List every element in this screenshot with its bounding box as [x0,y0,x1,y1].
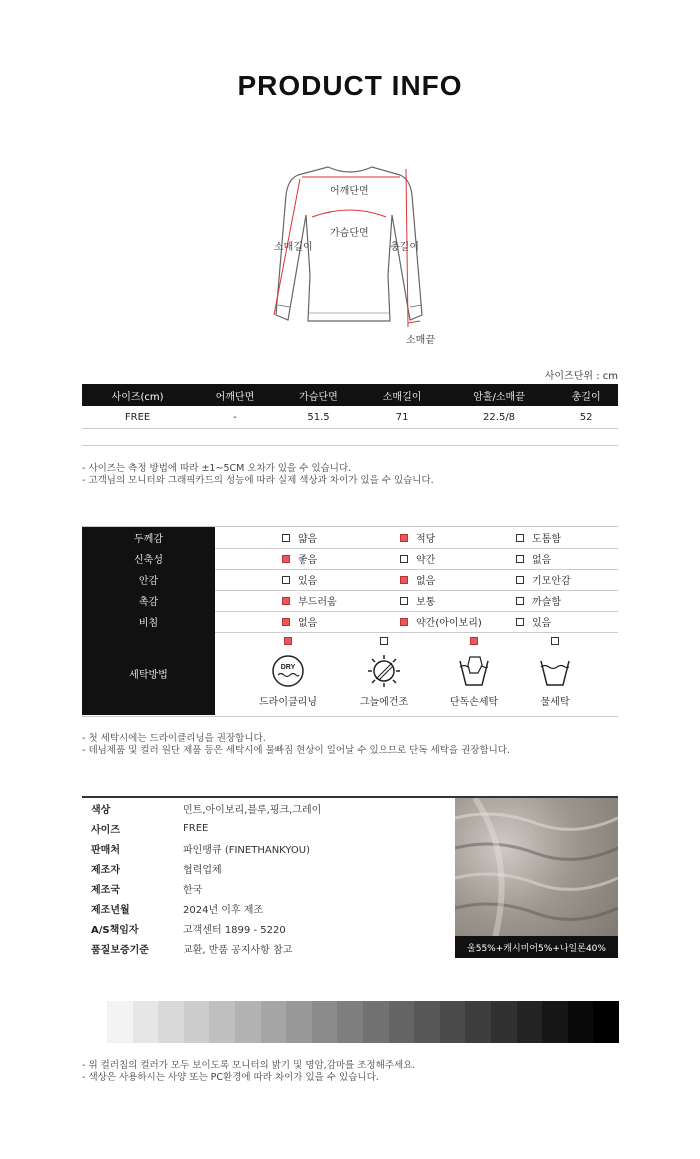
size-cell: - [193,406,277,429]
wash-notes [82,733,510,757]
option-label: 얇음 [298,534,318,545]
wash-option-dry-clean [248,637,328,708]
option [400,611,482,632]
note-line: - 데님제품 및 컬러 원단 제품 등은 세탁시에 물빠짐 현상이 일어날 수 있으므로 단독 세탁을 권장합니다. [82,745,511,756]
info-row-color [82,798,321,818]
option [516,548,551,569]
option-label: 있음 [298,576,318,587]
attribute-row-transparency [82,611,618,633]
option [516,611,551,632]
attribute-label: 촉감 [82,590,215,611]
checkbox-icon [282,576,290,584]
color-chip [209,1001,235,1043]
wash-option-water-wash [515,637,595,708]
option [516,569,571,590]
attribute-label: 안감 [82,569,215,590]
wash-label: 물세탁 [540,697,570,708]
color-chip [414,1001,440,1043]
option [400,590,435,611]
checkbox-icon [380,637,388,645]
size-table [82,384,618,429]
size-table-header [82,384,618,406]
info-row-maker [82,858,222,878]
info-row-size [82,818,208,838]
shade-dry-icon [366,653,402,689]
info-key: 색상 [91,804,111,816]
fabric-photo [455,798,618,958]
checkbox-icon [551,637,559,645]
checkbox-icon [282,555,290,563]
info-value: 민트,아이보리,블루,핑크,그레이 [183,804,322,816]
info-value: 고객센터 1899 - 5220 [183,924,286,936]
info-row-as [82,918,286,938]
option [516,527,561,548]
water-wash-icon [537,653,573,689]
info-key: 제조년월 [91,904,130,916]
checkbox-icon [516,534,524,542]
attribute-row-thickness [82,527,618,549]
size-table-empty-row [82,425,618,446]
note-line: - 사이즈는 측정 방법에 따라 ±1~5CM 오차가 있을 수 있습니다. [82,463,352,474]
attribute-row-stretch [82,548,618,570]
color-chip [593,1001,619,1043]
option-label: 까슬함 [532,597,561,608]
option [282,590,337,611]
size-header: 가슴단면 [277,384,361,406]
info-value: 교환, 반품 공지사항 참고 [183,944,293,956]
note-line: - 첫 세탁시에는 드라이클리닝을 권장합니다. [82,733,266,744]
color-chip [568,1001,594,1043]
color-chip [312,1001,338,1043]
option [516,590,561,611]
total-length-label: 총길이 [390,242,419,253]
option-label: 약간 [416,555,436,566]
checkbox-icon [400,534,408,542]
hand-wash-icon [456,653,492,689]
info-value: 파인땡큐 (FINETHANKYOU) [183,844,311,856]
info-key: 제조자 [91,864,120,876]
checkbox-icon [400,576,408,584]
info-key: 사이즈 [91,824,120,836]
color-chip [133,1001,159,1043]
attribute-label: 두께감 [82,527,215,548]
option [400,527,435,548]
size-header: 소매길이 [360,384,444,406]
option-label: 보통 [416,597,436,608]
size-header: 사이즈(cm) [82,384,193,406]
checkbox-icon [400,555,408,563]
checkbox-icon [284,637,292,645]
color-chip [107,1001,133,1043]
garment-diagram [260,155,440,345]
info-row-country [82,878,202,898]
option-label: 부드러움 [298,597,337,608]
wash-label: 드라이클리닝 [259,697,317,708]
cuff-label: 소매끝 [406,335,435,346]
checkbox-icon [282,534,290,542]
info-value: 협력업체 [183,864,222,876]
note-line: - 위 컬러칩의 컬러가 모두 보이도록 모니터의 밝기 및 명암,감마를 조정해주세요. [82,1060,416,1071]
attribute-label: 신축성 [82,548,215,569]
checkbox-icon [516,618,524,626]
option-label: 도톰함 [532,534,561,545]
checkbox-icon [470,637,478,645]
info-value: FREE [183,822,209,834]
size-cell: FREE [82,406,193,429]
option-label: 적당 [416,534,436,545]
option-label: 좋음 [298,555,318,566]
size-unit: 사이즈단위 : cm [544,371,618,382]
color-chip [363,1001,389,1043]
checkbox-icon [282,597,290,605]
checkbox-icon [282,618,290,626]
option-label: 없음 [298,618,318,629]
note-line: - 고객님의 모니터와 그래픽카드의 성능에 따라 실제 색상과 차이가 있을 수 있습니다. [82,475,434,486]
color-chip [517,1001,543,1043]
fabric-composition: 울55%+캐시미어5%+나일론40% [455,936,618,958]
info-row-warranty [82,938,292,958]
checkbox-icon [516,555,524,563]
size-cell: 22.5/8 [444,406,554,429]
attribute-row-touch [82,590,618,612]
color-chip [158,1001,184,1043]
color-chip [286,1001,312,1043]
option-label: 없음 [416,576,436,587]
size-notes [82,463,434,487]
size-cell: 71 [360,406,444,429]
sleeve-length-label: 소매길이 [274,242,313,253]
wash-label: 단독손세탁 [449,697,499,708]
option [400,569,435,590]
option-label: 약간(아이보리) [416,618,482,629]
color-chip [465,1001,491,1043]
checkbox-icon [400,597,408,605]
color-chip [261,1001,287,1043]
dry-clean-icon [270,653,306,689]
chest-label: 가슴단면 [330,228,369,239]
color-chip [235,1001,261,1043]
shoulder-label: 어깨단면 [330,186,369,197]
wash-label: 그늘에건조 [359,697,409,708]
checkbox-icon [400,618,408,626]
fabric-attributes [82,526,618,717]
info-value: 한국 [183,884,203,896]
info-key: 제조국 [91,884,120,896]
option [282,569,317,590]
info-value: 2024년 이후 제조 [183,904,264,916]
size-header: 암홀/소매끝 [444,384,554,406]
checkbox-icon [516,576,524,584]
wash-option-hand-wash [434,637,514,708]
option [282,548,317,569]
color-chip-strip [107,1001,619,1043]
size-header: 총길이 [554,384,618,406]
color-chip [184,1001,210,1043]
color-chip [389,1001,415,1043]
option [282,611,317,632]
size-cell: 52 [554,406,618,429]
wash-option-shade-dry [344,637,424,708]
color-chip [542,1001,568,1043]
color-chip [337,1001,363,1043]
info-key: 품질보증기준 [91,944,149,956]
checkbox-icon [516,597,524,605]
option-label: 기모안감 [532,576,571,587]
attribute-label: 비침 [82,611,215,632]
info-key: 판매처 [91,844,120,856]
option-label: 있음 [532,618,552,629]
option [282,527,317,548]
page-title: PRODUCT INFO [237,70,463,101]
wash-method-label: 세탁방법 [82,632,215,715]
attribute-row-lining [82,569,618,591]
option-label: 없음 [532,555,552,566]
size-header: 어깨단면 [193,384,277,406]
color-notes [82,1060,415,1084]
info-key: A/S책임자 [91,924,139,936]
note-line: - 색상은 사용하시는 사양 또는 PC환경에 따라 차이가 있을 수 있습니다. [82,1072,379,1083]
color-chip [440,1001,466,1043]
knit-texture-icon [455,798,618,938]
color-chip [491,1001,517,1043]
option [400,548,435,569]
dry-icon-text: DRY [280,664,296,671]
size-cell: 51.5 [277,406,361,429]
info-row-date [82,898,263,918]
info-row-seller [82,838,310,858]
